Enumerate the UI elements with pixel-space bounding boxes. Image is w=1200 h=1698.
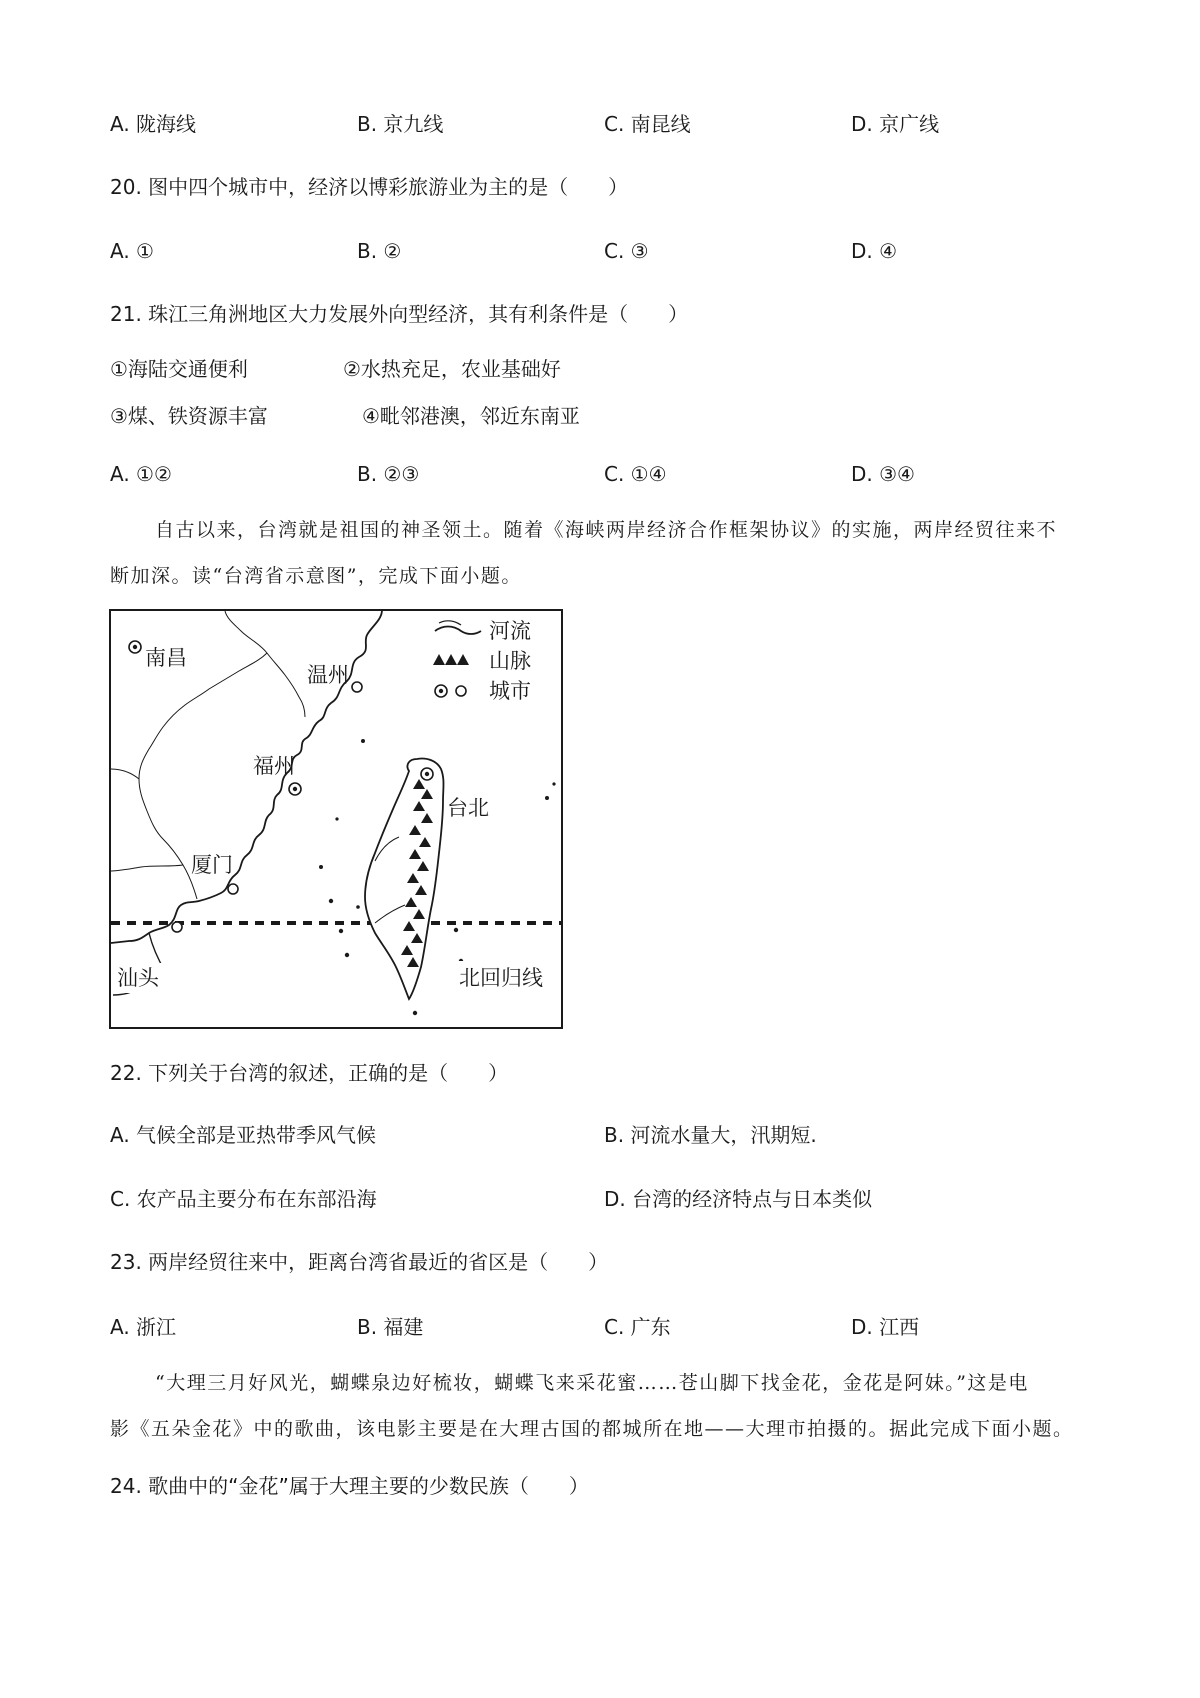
q21-option-d[interactable]: D. ③④ xyxy=(851,462,915,486)
q24-stem: 24. 歌曲中的“金花”属于大理主要的少数民族（ ） xyxy=(110,1474,589,1498)
passage2-line2: 影《五朵金花》中的歌曲，该电影主要是在大理古国的都城所在地——大理市拍摄的。据此完成下面小题。 xyxy=(110,1418,1074,1440)
q21-condition-4: ④毗邻港澳，邻近东南亚 xyxy=(362,404,580,428)
passage1-line1: 自古以来，台湾就是祖国的神圣领土。随着《海峡两岸经济合作框架协议》的实施，两岸经贸往来不 xyxy=(155,519,1058,541)
q19-option-d[interactable]: D. 京广线 xyxy=(851,112,940,136)
city-label-xiamen: 厦门 xyxy=(191,853,233,877)
taiwan-map xyxy=(109,609,564,1030)
q23-option-b[interactable]: B. 福建 xyxy=(357,1315,424,1339)
q21-condition-2: ②水热充足，农业基础好 xyxy=(343,357,561,381)
city-label-wenzhou: 温州 xyxy=(307,663,349,687)
legend-river-label: 河流 xyxy=(489,619,531,643)
q22-option-c[interactable]: C. 农产品主要分布在东部沿海 xyxy=(110,1187,377,1211)
city-marker-taipei xyxy=(421,768,433,780)
q21-condition-1: ①海陆交通便利 xyxy=(110,357,248,381)
q20-option-c[interactable]: C. ③ xyxy=(604,239,649,263)
q21-stem: 21. 珠江三角洲地区大力发展外向型经济，其有利条件是（ ） xyxy=(110,302,689,326)
mountain-legend-icon xyxy=(433,654,469,665)
q22-option-a[interactable]: A. 气候全部是亚热带季风气候 xyxy=(110,1123,377,1147)
passage1-line2: 断加深。读“台湾省示意图”，完成下面小题。 xyxy=(110,565,522,587)
q20-option-b[interactable]: B. ② xyxy=(357,239,402,263)
legend-city-label: 城市 xyxy=(489,679,531,703)
q21-option-b[interactable]: B. ②③ xyxy=(357,462,420,486)
city-label-shantou: 汕头 xyxy=(117,966,159,990)
q22-stem: 22. 下列关于台湾的叙述，正确的是（ ） xyxy=(110,1061,509,1085)
city-marker-shantou xyxy=(172,922,182,932)
q19-option-a[interactable]: A. 陇海线 xyxy=(110,112,197,136)
q23-option-a[interactable]: A. 浙江 xyxy=(110,1315,177,1339)
q22-option-b[interactable]: B. 河流水量大，汛期短. xyxy=(604,1123,817,1147)
q23-stem: 23. 两岸经贸往来中，距离台湾省最近的省区是（ ） xyxy=(110,1250,609,1274)
q23-option-d[interactable]: D. 江西 xyxy=(851,1315,920,1339)
q21-option-c[interactable]: C. ①④ xyxy=(604,462,667,486)
q21-option-a[interactable]: A. ①② xyxy=(110,462,172,486)
q19-option-c[interactable]: C. 南昆线 xyxy=(604,112,691,136)
q21-condition-3: ③煤、铁资源丰富 xyxy=(110,404,268,428)
q19-option-b[interactable]: B. 京九线 xyxy=(357,112,444,136)
city-label-nanchang: 南昌 xyxy=(145,646,187,670)
q22-option-d[interactable]: D. 台湾的经济特点与日本类似 xyxy=(604,1187,873,1211)
q20-option-d[interactable]: D. ④ xyxy=(851,239,898,263)
passage2-line1: “大理三月好风光，蝴蝶泉边好梳妆，蝴蝶飞来采花蜜……苍山脚下找金花，金花是阿妹。”这是电 xyxy=(155,1372,1029,1394)
q20-option-a[interactable]: A. ① xyxy=(110,239,154,263)
city-marker-xiamen xyxy=(228,884,238,894)
legend-mountain-label: 山脉 xyxy=(489,649,531,673)
city-marker-wenzhou xyxy=(352,682,362,692)
city-label-taipei: 台北 xyxy=(447,796,489,820)
q20-stem: 20. 图中四个城市中，经济以博彩旅游业为主的是（ ） xyxy=(110,175,629,199)
city-label-fuzhou: 福州 xyxy=(253,754,295,778)
tropic-label: 北回归线 xyxy=(459,966,543,990)
q23-option-c[interactable]: C. 广东 xyxy=(604,1315,671,1339)
